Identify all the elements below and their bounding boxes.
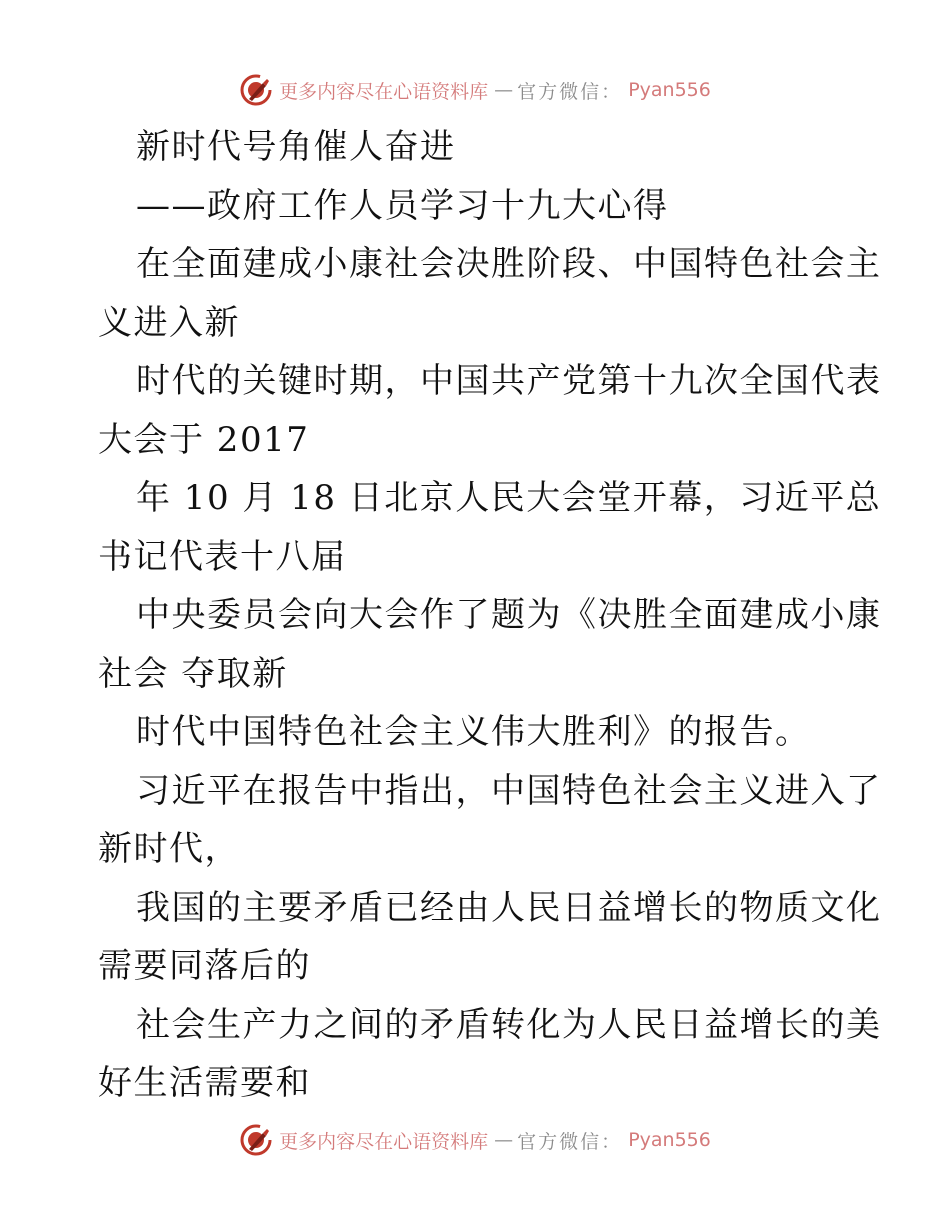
- paragraph-line: 新时代，: [98, 829, 240, 869]
- paragraph-line: 社会生产力之间的矛盾转化为人民日益增长的美: [136, 1004, 882, 1045]
- footer-watermark: [0, 1120, 950, 1160]
- paragraph-line: 我国的主要矛盾已经由人民日益增长的物质文化: [136, 887, 882, 928]
- document-body: [98, 118, 882, 1113]
- red-seal-pen-logo-icon: [239, 73, 273, 107]
- paragraph-line: 在全面建成小康社会决胜阶段、中国特色社会主: [136, 244, 882, 284]
- paragraph-line: 中央委员会向大会作了题为《决胜全面建成小康: [136, 595, 882, 635]
- red-seal-pen-logo-icon: [239, 1123, 273, 1157]
- watermark-dash: —: [494, 1129, 512, 1151]
- paragraph-line: 时代中国特色社会主义伟大胜利》的报告。: [136, 712, 811, 752]
- paragraph-line: 好生活需要和: [98, 1063, 311, 1103]
- paragraph-line: 习近平在报告中指出，中国特色社会主义进入了: [136, 770, 882, 811]
- watermark-label: 官方微信：: [517, 80, 623, 103]
- paragraph-line: 义进入新: [98, 302, 240, 343]
- paragraph-line: 社会 夺取新: [98, 653, 288, 694]
- paragraph-line: 年 10 月 18 日北京人民大会堂开幕，习近平总: [136, 478, 882, 518]
- watermark-dash: —: [494, 79, 512, 101]
- watermark-site-text: 更多内容尽在心语资料库: [279, 1130, 489, 1153]
- document-subtitle: ——政府工作人员学习十九大心得: [136, 185, 669, 226]
- watermark-wechat-id: Pyan556: [628, 1129, 711, 1151]
- watermark-site-text: 更多内容尽在心语资料库: [279, 80, 489, 103]
- paragraph-line: 大会于 2017: [98, 419, 310, 460]
- paragraph-line: 需要同落后的: [98, 946, 311, 986]
- paragraph-line: 书记代表十八届: [98, 536, 347, 577]
- watermark-label: 官方微信：: [517, 1130, 623, 1153]
- paragraph-line: 时代的关键时期，中国共产党第十九次全国代表: [136, 361, 882, 401]
- watermark-wechat-id: Pyan556: [628, 79, 711, 101]
- header-watermark: [0, 70, 950, 110]
- document-title: 新时代号角催人奋进: [136, 127, 456, 167]
